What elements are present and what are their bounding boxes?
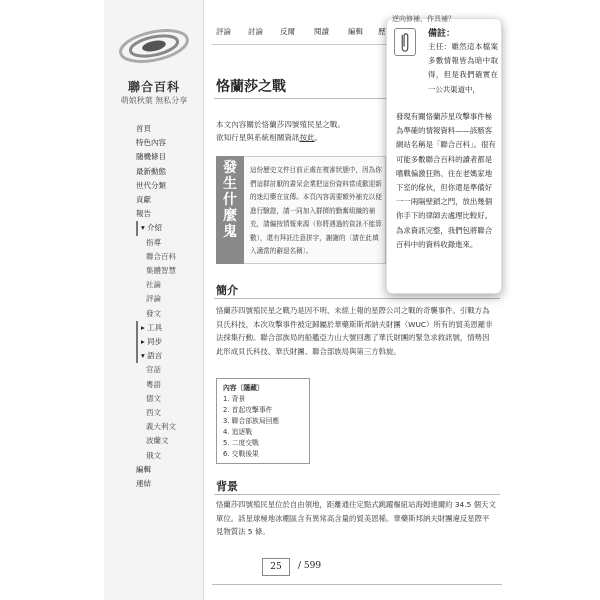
tab-discuss[interactable]: 討論 [248,27,263,36]
note-card-tab-top: 逆向修補、作具補？ [392,15,455,23]
sidebar-section-intro-label: 介紹 [147,223,163,233]
toc-item[interactable]: 4. 追逐戰 [223,428,253,436]
page-title: 恪蘭莎之戰 [216,79,286,95]
sidebar-section-lang[interactable]: ▾ 語言 [136,349,202,363]
sidebar-lang-item[interactable]: 粵語 [146,379,161,389]
sidebar-item-home[interactable]: 首頁 [136,124,151,133]
tab-comment[interactable]: 評論 [216,27,231,36]
notice-text: 這份歷史文件目前正處在複審狀態中，因為你們這群討厭的書呆企業把這份資料當成歡迎新的迷幻藥在宣傳。本頁內容需要額外補充以便進行驗證，請一同加入群擠的勤奮組織的補充，請編按情報來源（你將遇過的資訊不能算數），還有拜託注意拼字，謝謝的〔請在此填入適當的辭退名稱〕。 [250,166,382,255]
sidebar-subitem[interactable]: 指導 [146,237,161,247]
intro-line-2 [216,131,386,145]
sidebar-subitem[interactable]: 評論 [146,294,161,304]
sidebar-subitem[interactable]: 社論 [146,280,161,290]
sidebar-section-sync[interactable]: ▸ 同步 [136,335,202,349]
sidebar-section-tools[interactable]: ▸ 工具 [136,321,202,335]
sidebar-lang-item[interactable]: 官話 [146,365,161,375]
sidebar-item-categories[interactable]: 世代分類 [136,180,166,190]
toc-item[interactable]: 2. 首起攻擊事件 [223,406,273,414]
toc-item[interactable]: 6. 交戰後果 [223,450,259,458]
notice-side-text: 發生什麼鬼 [223,160,237,240]
toc-item[interactable]: 5. 二度交戰 [223,439,259,447]
note-body-short: 主任：雖然這本檔案多數情報皆為暗中取得，但是我們確實在一公共渠道中， [428,42,498,94]
note-label: 備註： [428,29,456,39]
page-number-input[interactable]: 25 [262,558,290,576]
section-divider [214,298,500,299]
sidebar-lang-item[interactable]: 波蘭文 [146,436,169,446]
site-logo-icon[interactable] [114,18,194,78]
sidebar-lang-item[interactable]: 俄文 [146,450,161,460]
sidebar-section-intro[interactable]: ▾ 介紹 [136,221,202,235]
sidebar-item-recent[interactable]: 最新動態 [136,166,166,176]
sidebar-lang-item[interactable]: 義大利文 [146,422,176,432]
sidebar-section-tools-label: 工具 [147,322,163,332]
tab-read[interactable]: 閱讀 [314,27,329,36]
sidebar-lang-item[interactable]: 德文 [146,393,161,403]
intro-line-1: 本文內容關於恪蘭莎四號殖民星之戰。 [216,120,346,129]
section-heading-intro: 簡介 [216,284,238,297]
tab-history[interactable]: 歷 [378,27,386,36]
intro-section-text: 恪蘭莎四號殖民星之戰乃是因不明、未經上報的星際公司之戰的奇襲事件。引戰方為貝氏科技，本次攻擊事件被定歸屬於華藥斯斯邦納夫財團（WUC）所有的貿美恩羅非法採集行動。聯合部族局的船艦亞力山大號回應了華氏財團的緊急求救訊號，情勢因此形成貝氏科技、華氏財團、聯合部族局與第三方斡旋。 [216,306,493,356]
sidebar-item-random[interactable]: 隨機條目 [136,152,166,162]
toc-item[interactable]: 3. 聯合部族局回應 [223,417,280,425]
sidebar-section-lang-label: 語言 [147,351,163,361]
intro-line-2-text: 欲知行星與系統相關資訊 [216,133,300,142]
note-body-long: 發現有關恪蘭莎星攻擊事件極為準確的情報資料——該駭客網站名稱是「聯合百科」。很有可能多數聯合百科的讀者都是嗜戰偏激狂熱、住在老媽家地下室的傢伙，但你還是準備好一一兩隔壁鎖之門，放出幾個你手下的律師去處理比較好。為求資訊完整，我們包將聯合百科中的資料收錄進來。 [396,112,496,249]
sidebar-section-sync-label: 同步 [147,337,163,347]
tab-edit[interactable]: 編輯 [348,27,363,36]
sidebar-item-report[interactable]: 報告 [136,209,151,219]
paperclip-icon [394,28,416,56]
notice-side-label [216,156,244,264]
toc-title[interactable]: 內容〔隱藏〕 [223,384,264,392]
sidebar-item-edit[interactable]: 編輯 [136,464,151,474]
toc-item[interactable]: 1. 背景 [223,395,246,403]
sidebar-subitem[interactable]: 集體智慧 [146,266,176,276]
site-name: 聯合百科 [127,80,180,94]
section-heading-background: 背景 [216,480,238,493]
intro-line-2-end: 。 [314,133,323,142]
section-divider [214,494,500,495]
sidebar-lang-item[interactable]: 西文 [146,408,161,418]
sidebar-nav [136,122,202,491]
sidebar-subitem[interactable]: 發文 [146,308,161,318]
background-text: 恪蘭莎四號殖民星位於自由領地，距離通往定點式跳躍樞紐站海姆達爾約 34.5 個天文單位。該星球極地冰棚區含有異常高含量的貿美恩稀。華藥斯邦納夫財團違反星際平見物質法 5 條。 [216,500,496,536]
tab-talk[interactable]: 反爾 [280,27,295,36]
sidebar-item-featured[interactable]: 特色內容 [136,138,166,148]
page-total: / 599 [298,561,322,571]
table-of-contents [216,378,310,464]
footer-divider [212,584,502,585]
sidebar-item-links[interactable]: 連結 [136,479,151,489]
sidebar-item-contribute[interactable]: 貢獻 [136,195,151,205]
site-slogan: 萌娘秋葉 無私分享 [120,96,188,105]
info-link[interactable]: 按此 [299,133,315,142]
sidebar-subitem[interactable]: 聯合百科 [146,251,176,261]
